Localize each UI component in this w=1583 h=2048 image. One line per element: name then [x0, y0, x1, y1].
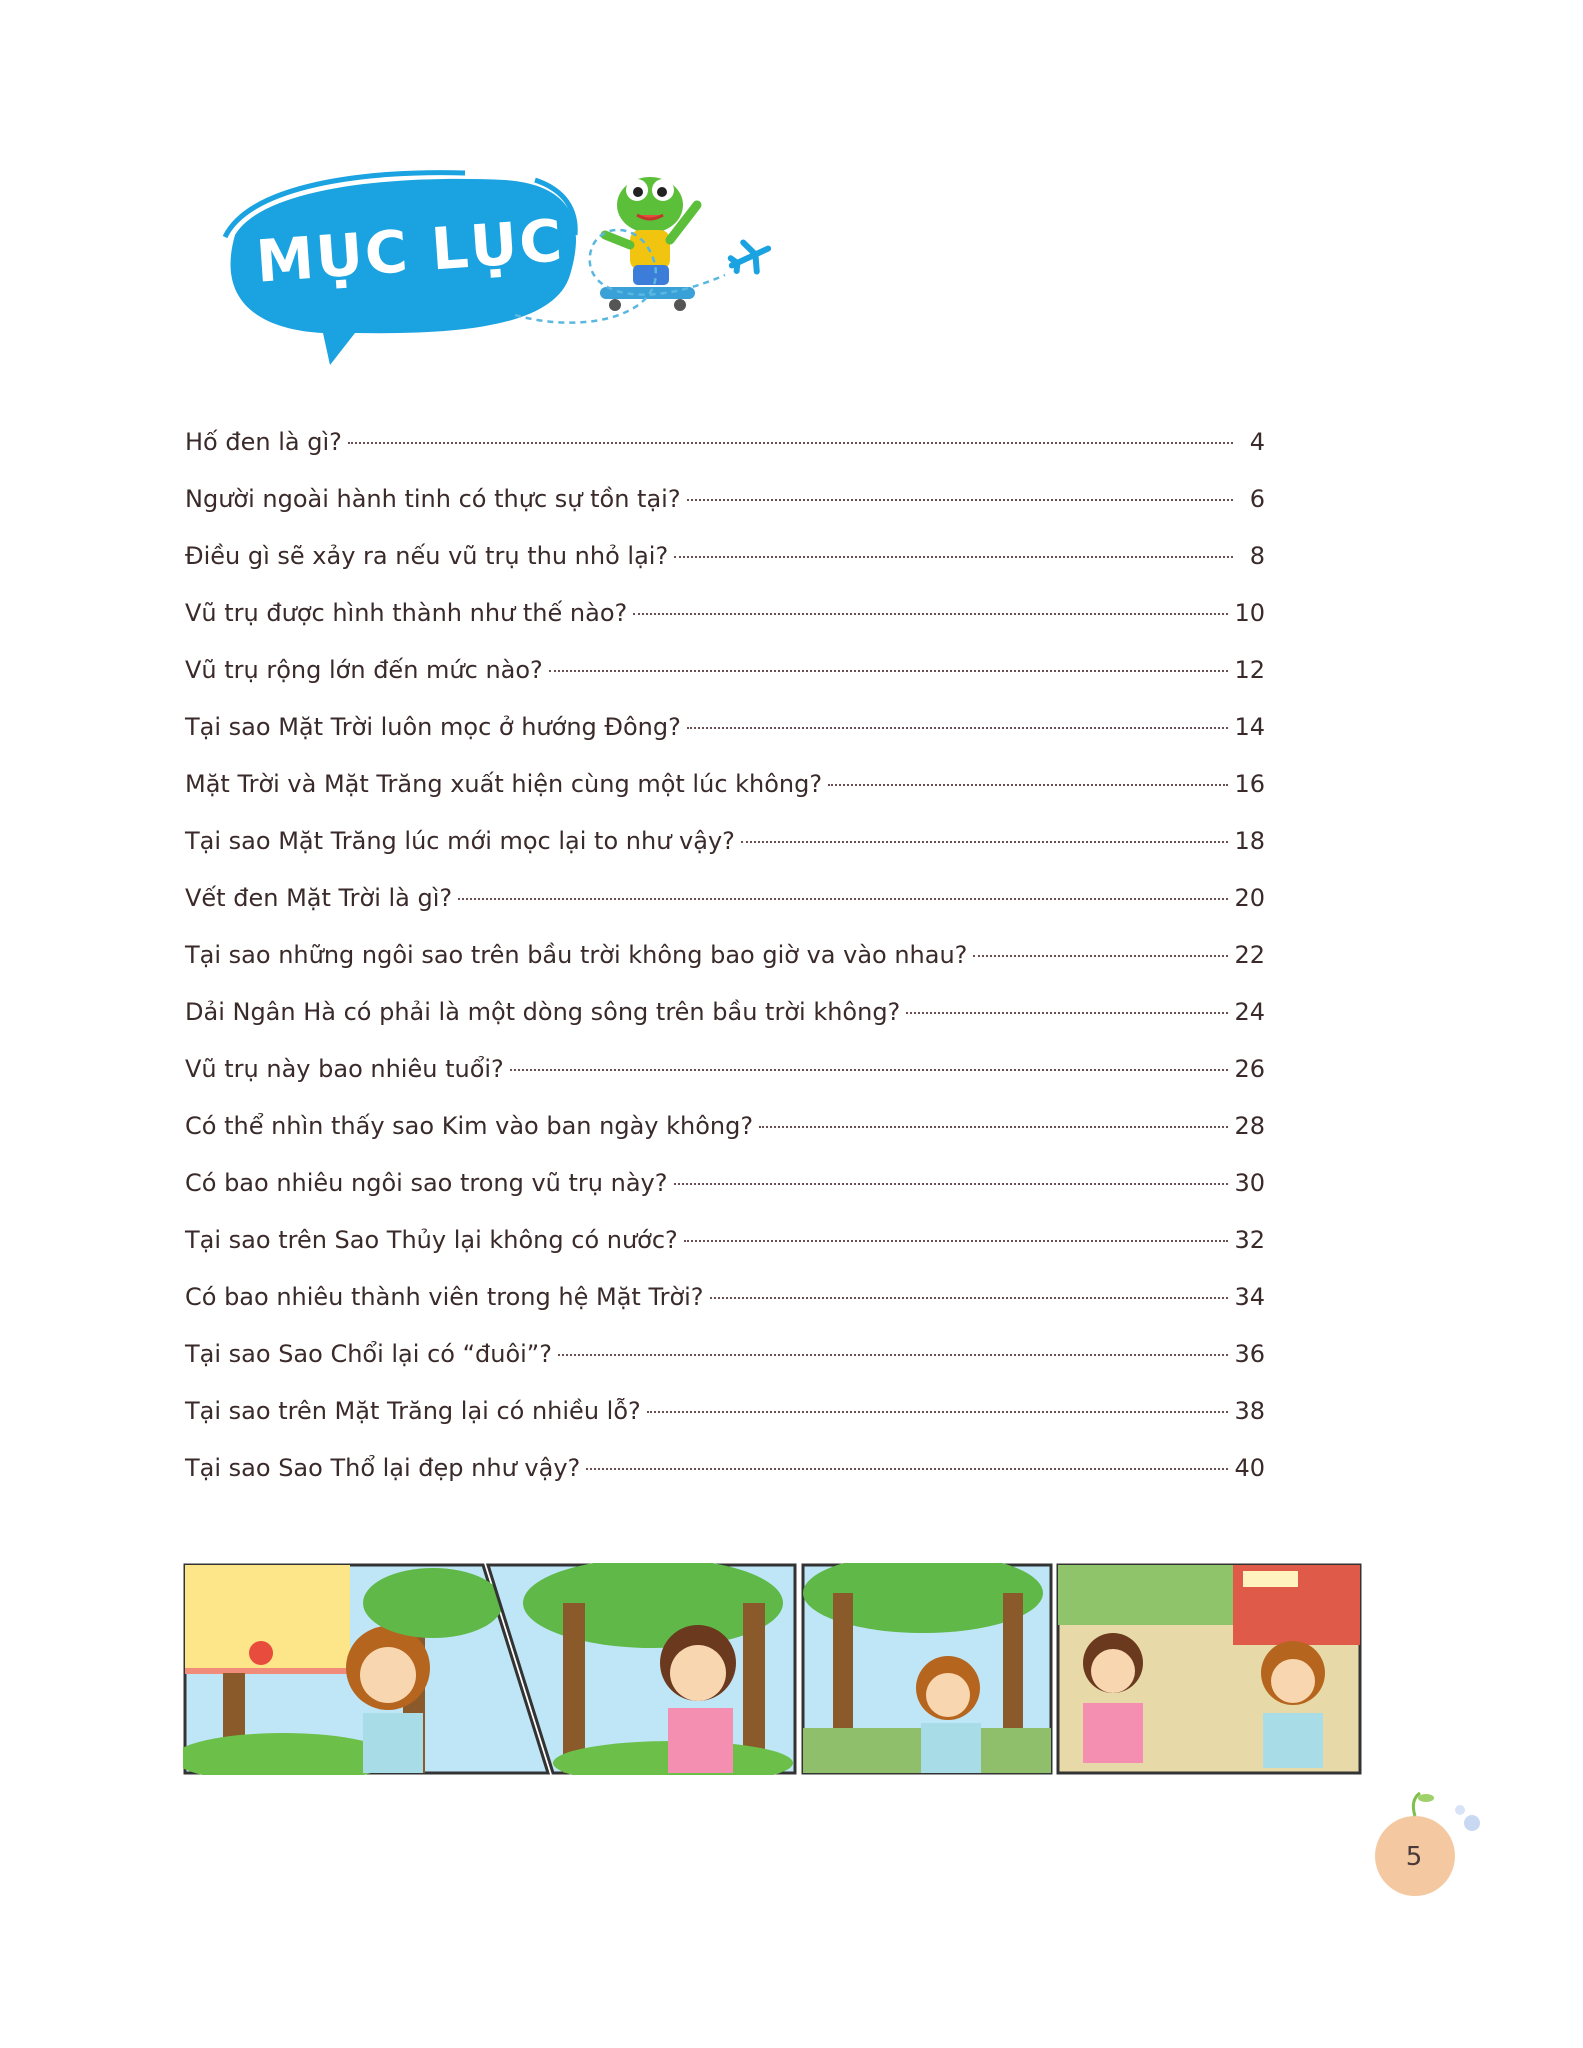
toc-leader-dots	[458, 898, 1228, 900]
toc-entry[interactable]	[185, 414, 1265, 471]
toc-leader-dots	[973, 955, 1228, 957]
page-title: MỤC LỤC	[253, 206, 567, 296]
toc-leader-dots	[741, 841, 1229, 843]
toc-entry[interactable]	[185, 1041, 1265, 1098]
toc-entry-title: Có thể nhìn thấy sao Kim vào ban ngày không?	[185, 1112, 754, 1140]
toc-leader-dots	[759, 1126, 1228, 1128]
toc-entry-title: Vết đen Mặt Trời là gì?	[185, 884, 453, 912]
comic-panel	[183, 1565, 548, 1775]
toc-entry-page: 40	[1234, 1454, 1265, 1482]
toc-entry-title: Người ngoài hành tinh có thực sự tồn tại?	[185, 485, 681, 513]
toc-leader-dots	[647, 1411, 1229, 1413]
toc-header	[205, 165, 1005, 395]
toc-leader-dots	[828, 784, 1228, 786]
toc-entry-page: 12	[1234, 656, 1265, 684]
toc-entry-title: Tại sao Mặt Trời luôn mọc ở hướng Đông?	[185, 713, 681, 741]
toc-entry-title: Tại sao những ngôi sao trên bầu trời không bao giờ va vào nhau?	[185, 941, 968, 969]
toc-leader-dots	[687, 727, 1229, 729]
toc-entry[interactable]	[185, 1155, 1265, 1212]
toc-entry[interactable]	[185, 870, 1265, 927]
toc-entry-page: 24	[1234, 998, 1265, 1026]
toc-entry-page: 38	[1234, 1397, 1265, 1425]
toc-entry-title: Tại sao Sao Chổi lại có “đuôi”?	[185, 1340, 552, 1368]
toc-entry-title: Tại sao trên Mặt Trăng lại có nhiều lỗ?	[185, 1397, 641, 1425]
toc-entry-page: 6	[1249, 485, 1265, 513]
toc-entry[interactable]	[185, 471, 1265, 528]
toc-entry-title: Hố đen là gì?	[185, 428, 342, 456]
toc-entry-title: Tại sao trên Sao Thủy lại không có nước?	[185, 1226, 678, 1254]
toc-entry-page: 20	[1234, 884, 1265, 912]
toc-entry-page: 18	[1234, 827, 1265, 855]
toc-entry[interactable]	[185, 699, 1265, 756]
toc-entry-page: 36	[1234, 1340, 1265, 1368]
toc-entry[interactable]	[185, 528, 1265, 585]
toc-entry-title: Vũ trụ rộng lớn đến mức nào?	[185, 656, 543, 684]
frog-mascot-icon	[600, 177, 697, 311]
toc-leader-dots	[549, 670, 1229, 672]
toc-entry-page: 10	[1234, 599, 1265, 627]
toc-entry-title: Có bao nhiêu ngôi sao trong vũ trụ này?	[185, 1169, 668, 1197]
toc-leader-dots	[586, 1468, 1228, 1470]
toc-entry-title: Dải Ngân Hà có phải là một dòng sông trên bầu trời không?	[185, 998, 901, 1026]
toc-entry-page: 34	[1234, 1283, 1265, 1311]
table-of-contents	[185, 414, 1265, 1497]
toc-entry-page: 22	[1234, 941, 1265, 969]
toc-entry-page: 32	[1234, 1226, 1265, 1254]
toc-leader-dots	[510, 1069, 1229, 1071]
toc-entry[interactable]	[185, 1326, 1265, 1383]
toc-leader-dots	[558, 1354, 1228, 1356]
toc-entry-page: 14	[1234, 713, 1265, 741]
toc-entry[interactable]	[185, 642, 1265, 699]
toc-entry-page: 26	[1234, 1055, 1265, 1083]
page-number: 5	[1405, 1842, 1423, 1872]
toc-leader-dots	[687, 499, 1233, 501]
toc-leader-dots	[674, 1183, 1229, 1185]
toc-entry[interactable]	[185, 1440, 1265, 1497]
toc-entry-page: 4	[1249, 428, 1265, 456]
toc-entry[interactable]	[185, 585, 1265, 642]
comic-strip-art	[183, 1563, 1363, 1775]
toc-entry-page: 30	[1234, 1169, 1265, 1197]
toc-entry-title: Vũ trụ này bao nhiêu tuổi?	[185, 1055, 504, 1083]
toc-entry-title: Tại sao Mặt Trăng lúc mới mọc lại to như vậy?	[185, 827, 735, 855]
toc-entry[interactable]	[185, 1098, 1265, 1155]
toc-entry-title: Mặt Trời và Mặt Trăng xuất hiện cùng một lúc không?	[185, 770, 823, 798]
toc-entry-page: 28	[1234, 1112, 1265, 1140]
toc-entry-title: Vũ trụ được hình thành như thế nào?	[185, 599, 628, 627]
toc-entry-title: Tại sao Sao Thổ lại đẹp như vậy?	[185, 1454, 581, 1482]
toc-leader-dots	[674, 556, 1233, 558]
toc-entry[interactable]	[185, 984, 1265, 1041]
comic-strip	[183, 1563, 1363, 1775]
toc-leader-dots	[684, 1240, 1229, 1242]
toc-leader-dots	[710, 1297, 1229, 1299]
toc-entry[interactable]	[185, 813, 1265, 870]
toc-entry[interactable]	[185, 1269, 1265, 1326]
comic-panel	[1058, 1565, 1360, 1773]
comic-panel	[803, 1563, 1051, 1773]
toc-entry[interactable]	[185, 756, 1265, 813]
toc-entry[interactable]	[185, 1383, 1265, 1440]
airplane-icon	[725, 234, 775, 280]
toc-entry-page: 8	[1249, 542, 1265, 570]
toc-entry-page: 16	[1234, 770, 1265, 798]
toc-entry[interactable]	[185, 927, 1265, 984]
toc-entry-title: Có bao nhiêu thành viên trong hệ Mặt Trời?	[185, 1283, 704, 1311]
toc-entry-title: Điều gì sẽ xảy ra nếu vũ trụ thu nhỏ lại?	[185, 542, 669, 570]
toc-leader-dots	[906, 1012, 1228, 1014]
toc-leader-dots	[348, 442, 1233, 444]
toc-leader-dots	[633, 613, 1228, 615]
toc-entry[interactable]	[185, 1212, 1265, 1269]
